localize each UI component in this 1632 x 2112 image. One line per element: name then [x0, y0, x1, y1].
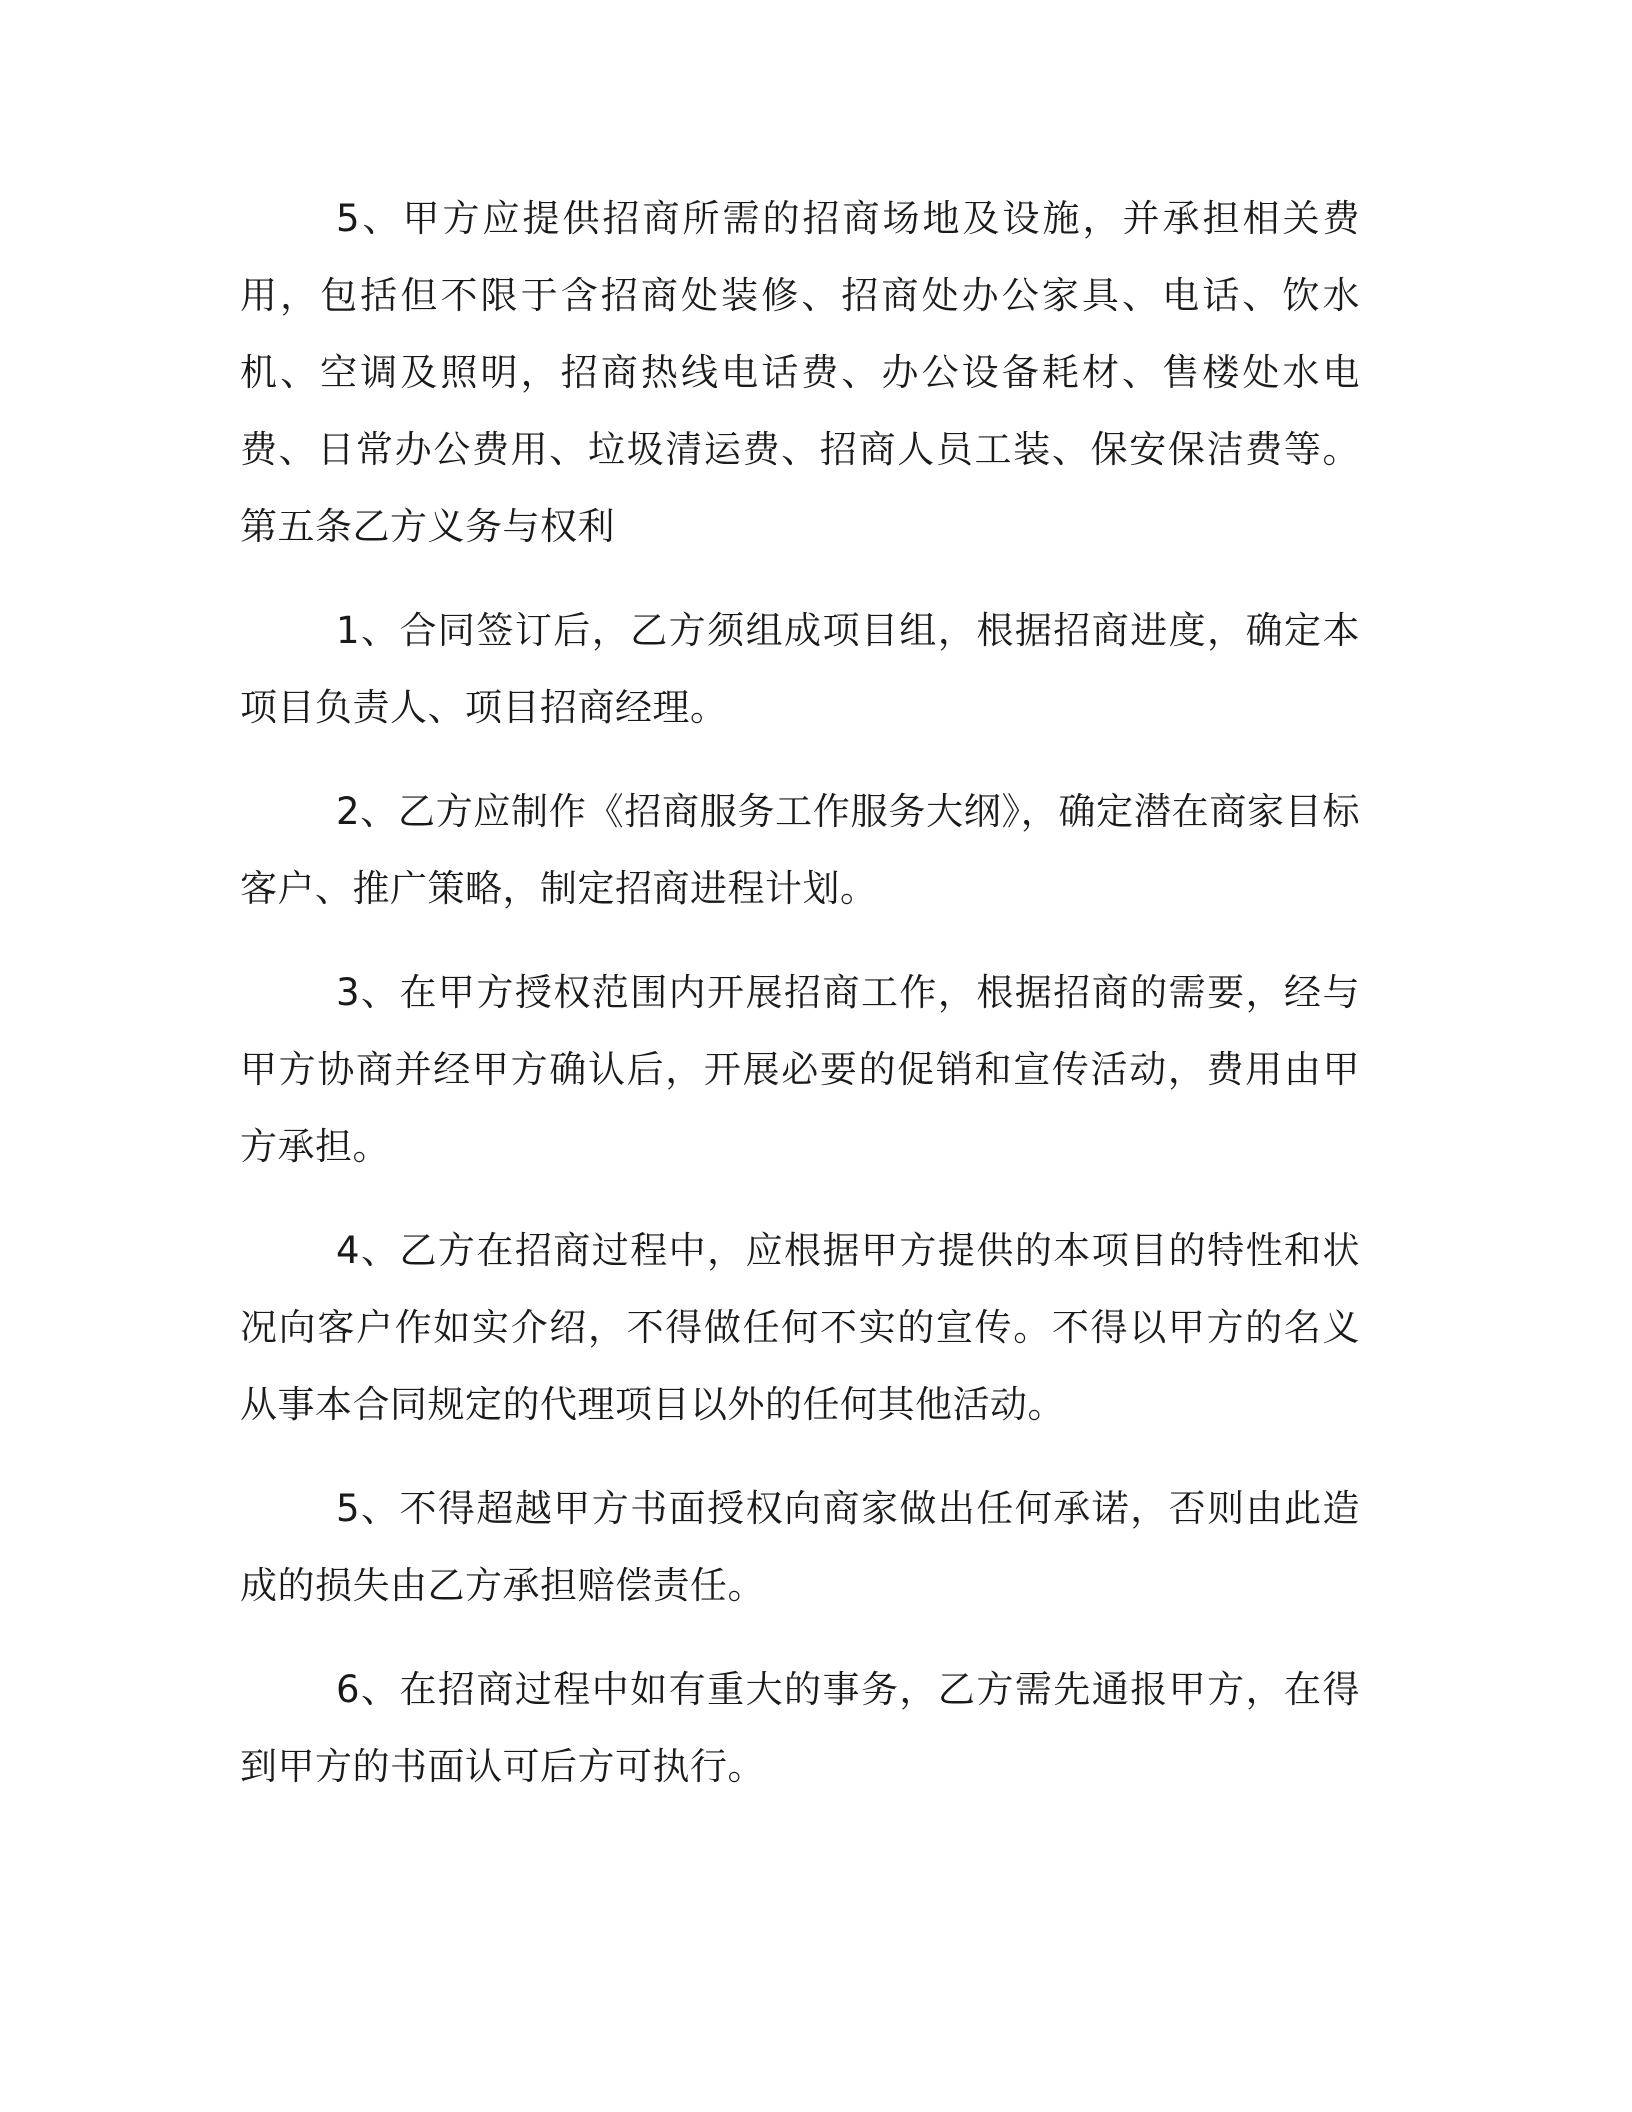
- paragraph-party-b-item-1: 1、合同签订后，乙方须组成项目组，根据招商进度，确定本项目负责人、项目招商经理。: [240, 609, 1360, 729]
- document-body: [240, 180, 1360, 1832]
- paragraph-party-b-item-4: 4、乙方在招商过程中，应根据甲方提供的本项目的特性和状况向客户作如实介绍，不得做任何不实的宣传。不得以甲方的名义从事本合同规定的代理项目以外的任何其他活动。: [240, 1229, 1360, 1426]
- paragraph-party-b-item-5: 5、不得超越甲方书面授权向商家做出任何承诺，否则由此造成的损失由乙方承担赔偿责任。: [240, 1487, 1360, 1607]
- paragraph-party-b-item-2: 2、乙方应制作《招商服务工作服务大纲》，确定潜在商家目标客户、推广策略，制定招商进程计划。: [240, 790, 1360, 910]
- paragraph-party-a-item-5: 5、甲方应提供招商所需的招商场地及设施，并承担相关费用，包括但不限于含招商处装修、招商处办公家具、电话、饮水机、空调及照明，招商热线电话费、办公设备耗材、售楼处水电费、日常办公费用、垃圾清运费、招商人员工装、保安保洁费等。第五条乙方义务与权利: [240, 197, 1360, 548]
- paragraph-party-b-item-3: 3、在甲方授权范围内开展招商工作，根据招商的需要，经与甲方协商并经甲方确认后，开展必要的促销和宣传活动，费用由甲方承担。: [240, 971, 1360, 1168]
- paragraph-party-b-item-6: 6、在招商过程中如有重大的事务，乙方需先通报甲方，在得到甲方的书面认可后方可执行。: [240, 1668, 1360, 1788]
